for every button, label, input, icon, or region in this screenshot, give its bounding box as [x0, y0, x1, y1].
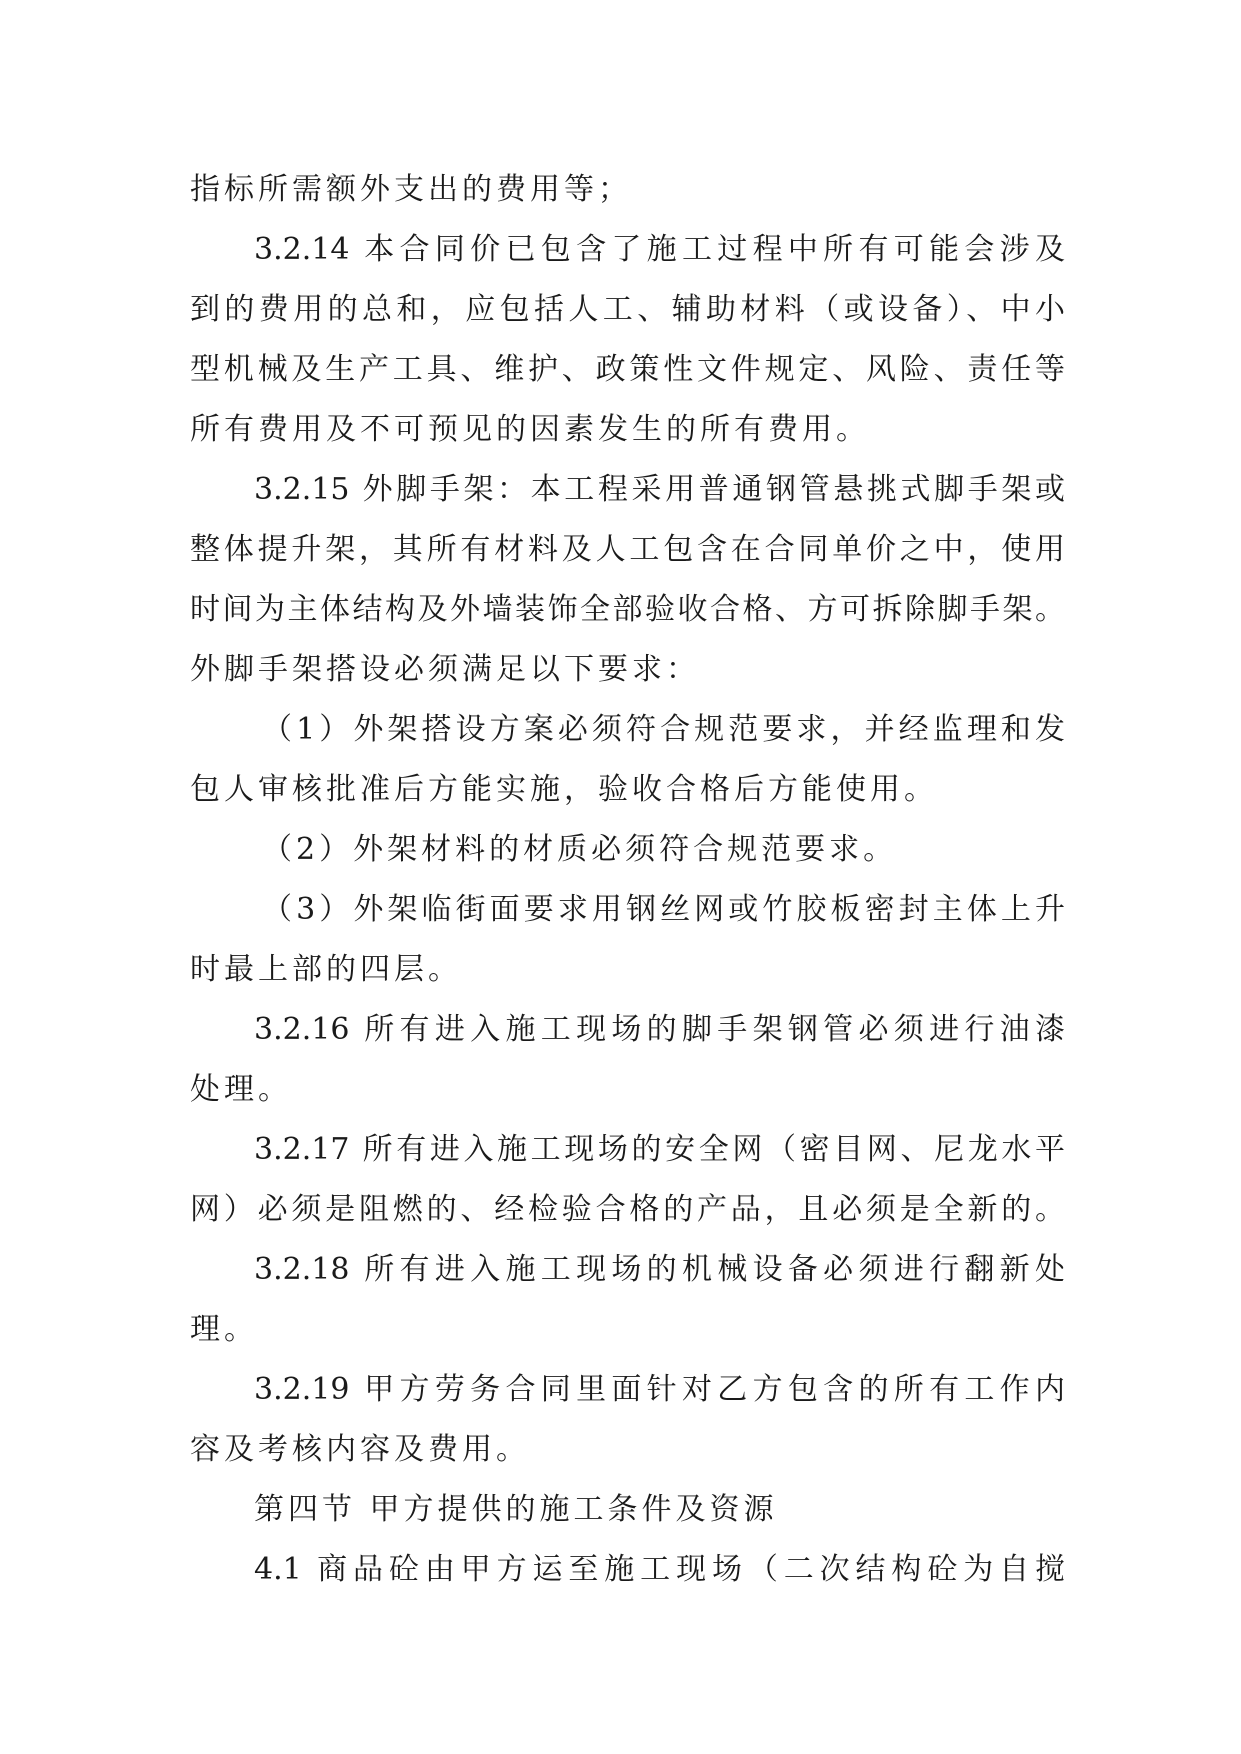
- text-line: 处理。: [190, 1072, 292, 1107]
- section-heading: 第四节 甲方提供的施工条件及资源: [254, 1492, 778, 1527]
- clause-3-2-15-line: 3.2.15 外脚手架：本工程采用普通钢管悬挑式脚手架或: [254, 472, 1065, 507]
- clause-3-2-14-line: 3.2.14 本合同价已包含了施工过程中所有可能会涉及: [254, 232, 1065, 267]
- clause-3-2-17-line: 3.2.17 所有进入施工现场的安全网（密目网、尼龙水平: [254, 1132, 1065, 1167]
- text-line: 网）必须是阻燃的、经检验合格的产品，且必须是全新的。: [190, 1192, 1065, 1227]
- text-line: 所有费用及不可预见的因素发生的所有费用。: [190, 412, 870, 447]
- text-line: 时间为主体结构及外墙装饰全部验收合格、方可拆除脚手架。: [190, 592, 1065, 627]
- text-line: 包人审核批准后方能实施，验收合格后方能使用。: [190, 772, 938, 807]
- text-line: 容及考核内容及费用。: [190, 1432, 530, 1467]
- clause-4-1-line: 4.1 商品砼由甲方运至施工现场（二次结构砼为自搅: [254, 1552, 1065, 1587]
- clause-3-2-18-line: 3.2.18 所有进入施工现场的机械设备必须进行翻新处: [254, 1252, 1065, 1287]
- document-body: [190, 160, 1065, 1600]
- text-line: 整体提升架，其所有材料及人工包含在合同单价之中，使用: [190, 532, 1065, 567]
- text-line: 型机械及生产工具、维护、政策性文件规定、风险、责任等: [190, 352, 1065, 387]
- text-line: 到的费用的总和，应包括人工、辅助材料（或设备）、中小: [190, 292, 1065, 327]
- requirement-3-line: （3）外架临街面要求用钢丝网或竹胶板密封主体上升: [262, 892, 1065, 927]
- text-line: 时最上部的四层。: [190, 952, 462, 987]
- requirement-1-line: （1）外架搭设方案必须符合规范要求，并经监理和发: [262, 712, 1065, 747]
- text-line: 外脚手架搭设必须满足以下要求：: [190, 652, 700, 687]
- clause-3-2-19-line: 3.2.19 甲方劳务合同里面针对乙方包含的所有工作内: [254, 1372, 1065, 1407]
- text-line: 指标所需额外支出的费用等；: [190, 172, 632, 207]
- requirement-2-line: （2）外架材料的材质必须符合规范要求。: [262, 832, 898, 867]
- text-line: 理。: [190, 1312, 258, 1347]
- clause-3-2-16-line: 3.2.16 所有进入施工现场的脚手架钢管必须进行油漆: [254, 1012, 1065, 1047]
